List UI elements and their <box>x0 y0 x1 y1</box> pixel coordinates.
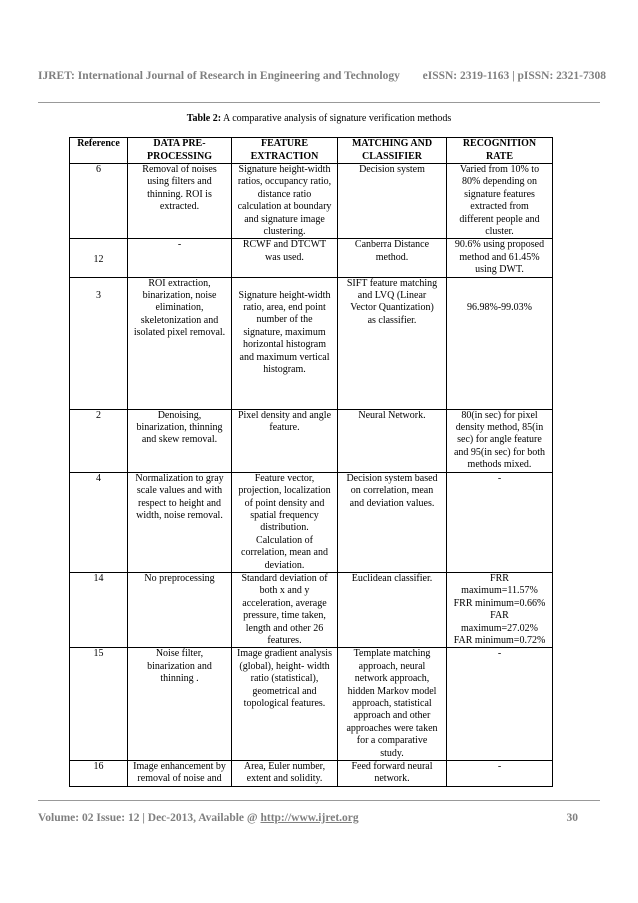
cell-matching: Feed forward neural network. <box>338 761 447 787</box>
table-caption-label: Table 2: <box>186 113 222 124</box>
cell-preprocessing: Noise filter, binarization and thinning . <box>128 648 232 761</box>
table-row <box>70 648 553 761</box>
page-number: 30 <box>566 812 578 824</box>
cell-recognition-rate: FRR maximum=11.57% FRR minimum=0.66% FAR maximum=27.02% FAR minimum=0.72% <box>447 572 553 647</box>
table-caption <box>0 113 638 124</box>
cell-reference: 3 <box>70 277 128 409</box>
table-row <box>70 239 553 277</box>
cell-feature-extraction: Pixel density and angle feature. <box>232 409 338 472</box>
cell-matching: Neural Network. <box>338 409 447 472</box>
cell-matching: Decision system <box>338 164 447 239</box>
cell-recognition-rate: 96.98%-99.03% <box>447 277 553 409</box>
col-header-reference: Reference <box>70 138 128 164</box>
table-row <box>70 572 553 647</box>
cell-reference: 12 <box>70 239 128 277</box>
cell-matching: Canberra Distance method. <box>338 239 447 277</box>
table-row <box>70 164 553 239</box>
cell-reference: 4 <box>70 472 128 572</box>
cell-matching: SIFT feature matching and LVQ (Linear Vector Quantization) as classifier. <box>338 277 447 409</box>
cell-feature-extraction: Signature height-width ratios, occupancy ratio, distance ratio calculation at boundary and signature image clustering. <box>232 164 338 239</box>
cell-feature-extraction: Standard deviation of both x and y acceleration, average pressure, time taken, length and other 26 features. <box>232 572 338 647</box>
journal-header <box>38 70 606 82</box>
cell-recognition-rate: - <box>447 648 553 761</box>
col-header-preprocessing: DATA PRE- PROCESSING <box>128 138 232 164</box>
cell-matching: Euclidean classifier. <box>338 572 447 647</box>
header-divider <box>38 102 600 103</box>
col-header-feature-extraction: FEATURE EXTRACTION <box>232 138 338 164</box>
cell-recognition-rate: 90.6% using proposed method and 61.45% using DWT. <box>447 239 553 277</box>
cell-preprocessing: Removal of noises using filters and thinning. ROI is extracted. <box>128 164 232 239</box>
cell-feature-extraction: Area, Euler number, extent and solidity. <box>232 761 338 787</box>
col-header-matching: MATCHING AND CLASSIFIER <box>338 138 447 164</box>
cell-preprocessing: Normalization to gray scale values and with respect to height and width, noise removal. <box>128 472 232 572</box>
page-footer <box>38 812 600 824</box>
table-row <box>70 761 553 787</box>
table-row <box>70 472 553 572</box>
cell-recognition-rate: 80(in sec) for pixel density method, 85(in sec) for angle feature and 95(in sec) for both methods mixed. <box>447 409 553 472</box>
cell-feature-extraction: RCWF and DTCWT was used. <box>232 239 338 277</box>
cell-preprocessing: Denoising, binarization, thinning and skew removal. <box>128 409 232 472</box>
footer-divider <box>38 800 600 801</box>
cell-reference: 14 <box>70 572 128 647</box>
col-header-recognition-rate: RECOGNITION RATE <box>447 138 553 164</box>
comparison-table <box>69 137 553 787</box>
issn-line: eISSN: 2319-1163 | pISSN: 2321-7308 <box>422 70 606 82</box>
cell-preprocessing: - <box>128 239 232 277</box>
cell-preprocessing: ROI extraction, binarization, noise elimination, skeletonization and isolated pixel removal. <box>128 277 232 409</box>
cell-feature-extraction: Feature vector, projection, localization of point density and spatial frequency distribution. Calculation of correlation, mean and deviation. <box>232 472 338 572</box>
table-caption-text: A comparative analysis of signature verification methods <box>221 113 452 124</box>
cell-matching: Decision system based on correlation, mean and deviation values. <box>338 472 447 572</box>
cell-feature-extraction: Image gradient analysis (global), height- width ratio (statistical), geometrical and topological features. <box>232 648 338 761</box>
cell-preprocessing: No preprocessing <box>128 572 232 647</box>
cell-preprocessing: Image enhancement by removal of noise and <box>128 761 232 787</box>
table-header-row <box>70 138 553 164</box>
journal-title: IJRET: International Journal of Research in Engineering and Technology <box>38 70 400 82</box>
cell-reference: 2 <box>70 409 128 472</box>
footer-volume: Volume: 02 Issue: 12 | Dec-2013, Available @ <box>38 812 261 824</box>
cell-feature-extraction: Signature height-width ratio, area, end point number of the signature, maximum horizontal histogram and maximum vertical histogram. <box>232 277 338 409</box>
table-row <box>70 277 553 409</box>
cell-recognition-rate: - <box>447 472 553 572</box>
cell-matching: Template matching approach, neural network approach, hidden Markov model approach, statistical approach and other approaches were taken for a comparative study. <box>338 648 447 761</box>
cell-recognition-rate: - <box>447 761 553 787</box>
journal-link[interactable]: http://www.ijret.org <box>260 812 359 824</box>
cell-recognition-rate: Varied from 10% to 80% depending on signature features extracted from different people and cluster. <box>447 164 553 239</box>
cell-reference: 6 <box>70 164 128 239</box>
cell-reference: 15 <box>70 648 128 761</box>
table-row <box>70 409 553 472</box>
cell-reference: 16 <box>70 761 128 787</box>
